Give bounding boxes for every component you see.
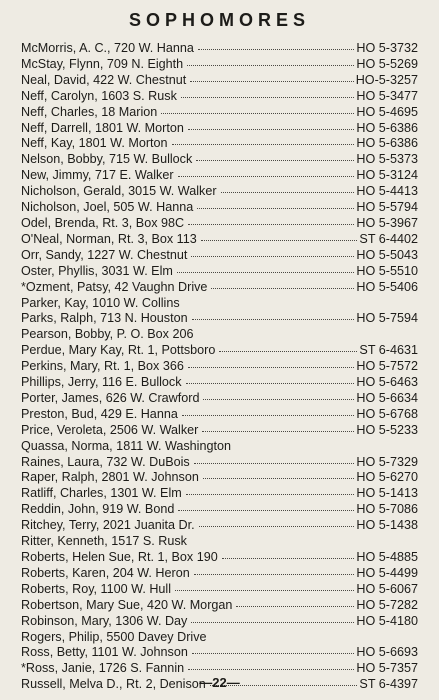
list-item xyxy=(21,73,418,89)
entry-name-address: Robinson, Mary, 1306 W. Day xyxy=(21,613,188,628)
list-item xyxy=(21,311,418,327)
entry-phone: HO 5-6634 xyxy=(356,390,418,405)
list-item xyxy=(21,598,418,614)
entry-phone: HO 5-5406 xyxy=(356,279,418,294)
entry-phone: HO 5-7594 xyxy=(356,311,418,326)
dot-leader xyxy=(222,558,355,559)
dot-leader xyxy=(172,144,355,145)
list-item xyxy=(21,327,418,343)
entry-name-address: Perkins, Mary, Rt. 1, Box 366 xyxy=(21,359,184,374)
entry-phone: HO 5-6463 xyxy=(356,375,418,390)
list-item xyxy=(21,566,418,582)
entry-name-address: *Ross, Janie, 1726 S. Fannin xyxy=(21,661,185,676)
entry-name-address: Neff, Kay, 1801 W. Morton xyxy=(21,136,168,151)
dot-leader xyxy=(178,176,355,177)
list-item xyxy=(21,184,418,200)
list-item xyxy=(21,248,418,264)
entry-phone: HO 5-6270 xyxy=(356,470,418,485)
dot-leader xyxy=(161,113,354,114)
entry-name-address: Parks, Ralph, 713 N. Houston xyxy=(21,311,188,326)
list-item xyxy=(21,296,418,312)
dot-leader xyxy=(221,192,355,193)
entry-phone: ST 6-4397 xyxy=(359,677,418,692)
dot-leader xyxy=(191,622,354,623)
dot-leader xyxy=(196,160,354,161)
entry-name-address: Pearson, Bobby, P. O. Box 206 xyxy=(21,327,194,342)
dot-leader xyxy=(192,319,355,320)
entry-phone: ST 6-4631 xyxy=(359,343,418,358)
dot-leader xyxy=(190,81,353,82)
entry-name-address: Roberts, Karen, 204 W. Heron xyxy=(21,565,190,580)
list-item xyxy=(21,168,418,184)
entry-phone: HO 5-3732 xyxy=(356,41,418,55)
list-item xyxy=(21,486,418,502)
list-item xyxy=(21,518,418,534)
dot-leader xyxy=(192,653,355,654)
entry-phone: HO 5-1413 xyxy=(356,486,418,501)
entry-name-address: *Ozment, Patsy, 42 Vaughn Drive xyxy=(21,279,208,294)
dot-leader xyxy=(188,669,354,670)
dot-leader xyxy=(181,97,355,98)
dot-leader xyxy=(186,494,355,495)
dot-leader xyxy=(188,224,354,225)
entry-phone: HO 5-4885 xyxy=(356,550,418,564)
entry-name-address: Reddin, John, 919 W. Bond xyxy=(21,502,175,517)
list-item xyxy=(21,105,418,121)
list-item xyxy=(21,152,418,168)
entry-phone: HO 5-5269 xyxy=(356,56,418,71)
entry-name-address: Orr, Sandy, 1227 W. Chestnut xyxy=(21,247,188,262)
dot-leader xyxy=(194,574,355,575)
list-item xyxy=(21,455,418,471)
list-item xyxy=(21,423,418,439)
dot-leader xyxy=(199,526,355,527)
dot-leader xyxy=(201,240,358,241)
entry-name-address: Ritter, Kenneth, 1517 S. Rusk xyxy=(21,534,187,549)
entry-phone: ST 6-4402 xyxy=(359,231,418,246)
entry-name-address: Roberts, Roy, 1100 W. Hull xyxy=(21,581,172,596)
entry-name-address: Oster, Phyllis, 3031 W. Elm xyxy=(21,263,173,278)
entry-phone: HO 5-6768 xyxy=(356,406,418,421)
list-item xyxy=(21,375,418,391)
list-item xyxy=(21,550,418,566)
list-item xyxy=(21,614,418,630)
dot-leader xyxy=(219,351,357,352)
entry-name-address: Nelson, Bobby, 715 W. Bullock xyxy=(21,152,193,167)
entry-phone: HO 5-6693 xyxy=(356,645,418,660)
dot-leader xyxy=(187,65,354,66)
list-item xyxy=(21,232,418,248)
entry-phone: HO 5-6386 xyxy=(356,120,418,135)
entry-name-address: Ratliff, Charles, 1301 W. Elm xyxy=(21,486,182,501)
entry-name-address: Robertson, Mary Sue, 420 W. Morgan xyxy=(21,597,233,612)
entry-phone: HO 5-5794 xyxy=(356,200,418,215)
list-item xyxy=(21,407,418,423)
entry-name-address: Nicholson, Joel, 505 W. Hanna xyxy=(21,200,194,215)
entry-name-address: Parker, Kay, 1010 W. Collins xyxy=(21,295,180,310)
dot-leader xyxy=(211,288,354,289)
entry-phone: HO 5-6386 xyxy=(356,136,418,151)
entry-name-address: Perdue, Mary Kay, Rt. 1, Pottsboro xyxy=(21,343,216,358)
list-item xyxy=(21,391,418,407)
entry-phone: HO 5-7572 xyxy=(356,359,418,374)
dot-leader xyxy=(182,415,355,416)
entry-phone: HO 5-4695 xyxy=(356,104,418,119)
list-item xyxy=(21,136,418,152)
entry-phone: HO 5-3124 xyxy=(356,168,418,183)
entry-phone: HO 5-4499 xyxy=(356,565,418,580)
entry-phone: HO 5-7357 xyxy=(356,661,418,676)
entry-phone: HO 5-1438 xyxy=(356,518,418,533)
list-item xyxy=(21,645,418,661)
entry-name-address: McStay, Flynn, 709 N. Eighth xyxy=(21,56,184,71)
list-item xyxy=(21,264,418,280)
entry-phone: HO 5-4180 xyxy=(356,613,418,628)
dot-leader xyxy=(191,256,354,257)
dot-leader xyxy=(198,49,355,50)
entry-phone: HO 5-5233 xyxy=(356,422,418,437)
entry-list xyxy=(21,41,418,693)
dot-leader xyxy=(188,129,355,130)
list-item xyxy=(21,582,418,598)
entry-phone: HO 5-7282 xyxy=(356,597,418,612)
entry-phone: HO-5-3257 xyxy=(355,72,418,87)
entry-name-address: Russell, Melva D., Rt. 2, Denison xyxy=(21,677,206,692)
entry-phone: HO 5-5043 xyxy=(356,247,418,262)
entry-name-address: Rogers, Philip, 5500 Davey Drive xyxy=(21,629,207,644)
list-item xyxy=(21,534,418,550)
dot-leader xyxy=(178,510,354,511)
section-heading: SOPHOMORES xyxy=(128,10,311,30)
dot-leader xyxy=(236,606,354,607)
entry-phone: HO 5-3967 xyxy=(356,215,418,230)
list-item xyxy=(21,470,418,486)
entry-phone: HO 5-7329 xyxy=(356,454,418,469)
entry-phone: HO 5-4413 xyxy=(356,184,418,199)
list-item xyxy=(21,630,418,646)
list-item xyxy=(21,121,418,137)
entry-name-address: Phillips, Jerry, 116 E. Bullock xyxy=(21,375,182,390)
list-item xyxy=(21,280,418,296)
dot-leader xyxy=(203,478,355,479)
entry-name-address: Preston, Bud, 429 E. Hanna xyxy=(21,406,178,421)
list-item xyxy=(21,41,418,57)
list-item xyxy=(21,200,418,216)
dot-leader xyxy=(197,208,354,209)
entry-name-address: Neal, David, 422 W. Chestnut xyxy=(21,72,187,87)
entry-name-address: Neff, Darrell, 1801 W. Morton xyxy=(21,120,184,135)
entry-name-address: New, Jimmy, 717 E. Walker xyxy=(21,168,174,183)
dot-leader xyxy=(186,383,355,384)
entry-name-address: Ritchey, Terry, 2021 Juanita Dr. xyxy=(21,518,195,533)
entry-phone: HO 5-5510 xyxy=(356,263,418,278)
list-item xyxy=(21,359,418,375)
entry-name-address: Quassa, Norma, 1811 W. Washington xyxy=(21,438,231,453)
dot-leader xyxy=(188,367,355,368)
entry-name-address: Nicholson, Gerald, 3015 W. Walker xyxy=(21,184,217,199)
entry-name-address: Odel, Brenda, Rt. 3, Box 98C xyxy=(21,215,185,230)
entry-name-address: Neff, Carolyn, 1603 S. Rusk xyxy=(21,88,177,103)
dot-leader xyxy=(177,272,355,273)
entry-name-address: Raper, Ralph, 2801 W. Johnson xyxy=(21,470,199,485)
entry-phone: HO 5-7086 xyxy=(356,502,418,517)
list-item xyxy=(21,439,418,455)
entry-name-address: Ross, Betty, 1101 W. Johnson xyxy=(21,645,188,660)
dot-leader xyxy=(194,463,355,464)
entry-name-address: Roberts, Helen Sue, Rt. 1, Box 190 xyxy=(21,550,218,564)
entry-phone: HO 5-3477 xyxy=(356,88,418,103)
entry-name-address: McMorris, A. C., 720 W. Hanna xyxy=(21,41,194,55)
entry-name-address: Raines, Laura, 732 W. DuBois xyxy=(21,454,190,469)
entry-name-address: Porter, James, 626 W. Crawford xyxy=(21,390,200,405)
list-item xyxy=(21,57,418,73)
list-item xyxy=(21,502,418,518)
page-number: —22— xyxy=(199,675,240,690)
dot-leader xyxy=(175,590,354,591)
entry-name-address: Neff, Charles, 18 Marion xyxy=(21,104,158,119)
list-item xyxy=(21,343,418,359)
list-item xyxy=(21,216,418,232)
entry-name-address: Price, Veroleta, 2506 W. Walker xyxy=(21,422,199,437)
entry-name-address: O'Neal, Norman, Rt. 3, Box 113 xyxy=(21,231,197,246)
dot-leader xyxy=(202,431,354,432)
entry-phone: HO 5-5373 xyxy=(356,152,418,167)
entry-phone: HO 5-6067 xyxy=(356,581,418,596)
list-item xyxy=(21,89,418,105)
dot-leader xyxy=(203,399,354,400)
